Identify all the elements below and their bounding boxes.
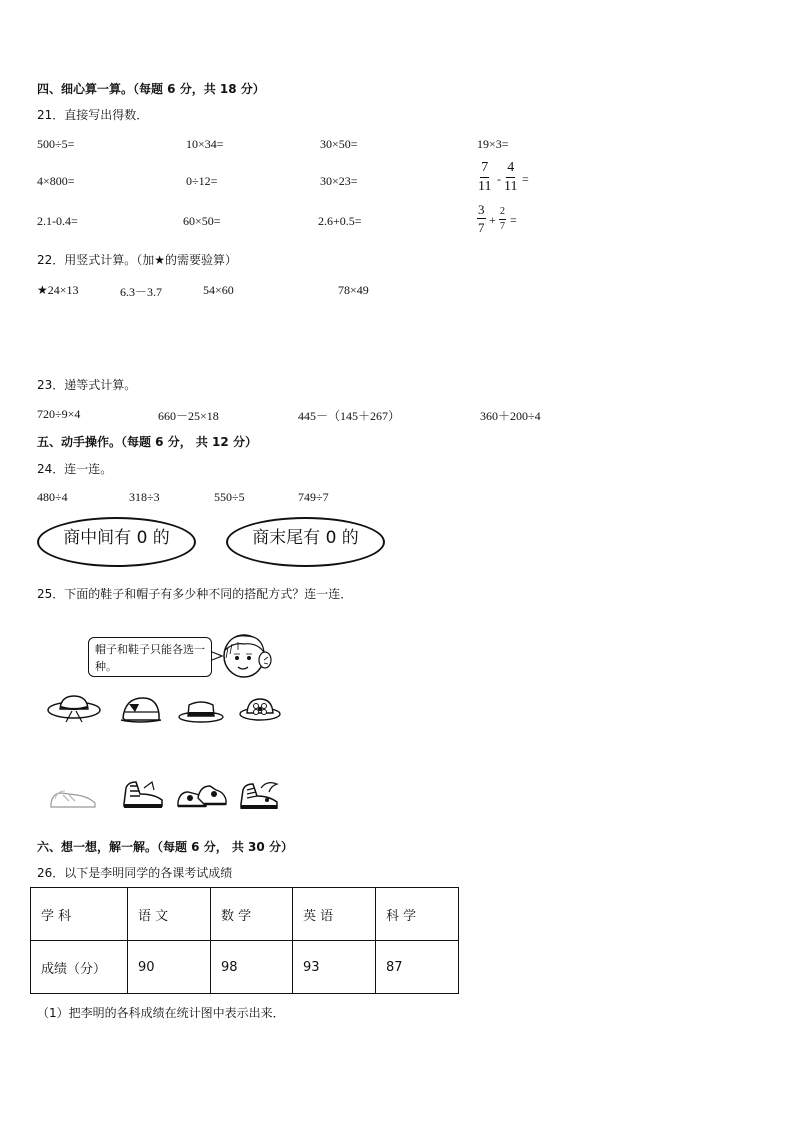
table-row	[31, 941, 459, 994]
oval-quotient-middle-zero[interactable]	[37, 517, 196, 567]
fraction-numerator: 7	[480, 161, 489, 178]
equals-sign: =	[522, 172, 529, 186]
q24-division[interactable]: 550÷5	[214, 490, 245, 504]
speech-text: 帽子和鞋子只能各选一种。	[95, 643, 205, 673]
table-cell: 成绩（分）	[31, 941, 128, 994]
fraction-2-7	[499, 207, 506, 232]
q23-prompt: 23．递等式计算。	[37, 378, 137, 392]
section-6-title: 六、想一想，解一解。（每题 6 分， 共 30 分）	[37, 840, 293, 854]
flower-hat-icon[interactable]	[238, 693, 282, 725]
q23-item: 360＋200÷4	[480, 409, 541, 423]
q23-item: 720÷9×4	[37, 407, 81, 421]
q26-prompt: 26．以下是李明同学的各课考试成绩	[37, 866, 233, 880]
equals-sign: =	[510, 213, 517, 227]
q24-prompt: 24．连一连。	[37, 462, 113, 476]
light-sneaker-icon[interactable]	[47, 785, 101, 811]
sneaker-pair-icon[interactable]	[176, 780, 228, 812]
q25-prompt: 25．下面的鞋子和帽子有多少种不同的搭配方式？连一连．	[37, 587, 353, 601]
q24-division[interactable]: 318÷3	[129, 490, 160, 504]
oval-quotient-end-zero[interactable]	[226, 517, 385, 567]
fedora-icon[interactable]	[177, 697, 225, 725]
fraction-denominator: 11	[504, 179, 518, 194]
q22-item: ★24×13	[37, 283, 79, 297]
table-row	[31, 888, 459, 941]
table-header-cell: 英 语	[293, 888, 376, 941]
q22-item: 54×60	[203, 283, 234, 297]
q22-prompt: 22．用竖式计算。（加★的需要验算）	[37, 253, 238, 267]
table-cell: 98	[211, 941, 293, 994]
fraction-operator: -	[497, 172, 501, 186]
q21-prompt: 21．直接写出得数．	[37, 108, 149, 122]
scores-table	[30, 887, 459, 994]
q21-expr: 2.1-0.4=	[37, 214, 78, 228]
q22-item: 78×49	[338, 283, 369, 297]
fraction-3-7	[477, 203, 486, 234]
q21-expr: 4×800=	[37, 174, 75, 188]
fraction-denominator: 7	[500, 221, 505, 232]
q26-sub1: （1）把李明的各科成绩在统计图中表示出来．	[37, 1006, 285, 1020]
fraction-operator: +	[489, 213, 496, 227]
table-header-cell: 数 学	[211, 888, 293, 941]
speech-bubble	[88, 637, 212, 677]
section-5-title: 五、动手操作。（每题 6 分， 共 12 分）	[37, 435, 257, 449]
q23-item: 445－（145＋267）	[298, 409, 401, 423]
q21-expr: 0÷12=	[186, 174, 218, 188]
oval-label: 商末尾有 0 的	[252, 528, 359, 548]
oval-label: 商中间有 0 的	[63, 528, 170, 548]
q21-expr: 19×3=	[477, 137, 509, 151]
q21-expr: 2.6+0.5=	[318, 214, 362, 228]
boot-icon[interactable]	[118, 778, 168, 812]
baseball-cap-icon[interactable]	[119, 694, 163, 726]
fraction-numerator: 2	[499, 207, 506, 220]
table-cell: 90	[128, 941, 211, 994]
fraction-numerator: 3	[478, 202, 485, 217]
q21-expr: 30×23=	[320, 174, 358, 188]
fraction-denominator: 7	[478, 220, 485, 235]
table-header-cell: 学 科	[31, 888, 128, 941]
q24-division[interactable]: 480÷4	[37, 490, 68, 504]
table-cell: 93	[293, 941, 376, 994]
section-4-title: 四、细心算一算。（每题 6 分，共 18 分）	[37, 82, 265, 96]
table-header-cell: 科 学	[376, 888, 459, 941]
fraction-4-11	[504, 161, 517, 194]
girl-icon	[208, 630, 274, 682]
q21-expr: 60×50=	[183, 214, 221, 228]
hiking-boot-icon[interactable]	[237, 778, 283, 812]
q24-division[interactable]: 749÷7	[298, 490, 329, 504]
q21-expr: 10×34=	[186, 137, 224, 151]
q23-item: 660－25×18	[158, 409, 219, 423]
q22-item: 6.3－3.7	[120, 285, 163, 299]
sun-hat-icon[interactable]	[46, 692, 102, 726]
q21-expr: 500÷5=	[37, 137, 75, 151]
table-cell: 87	[376, 941, 459, 994]
fraction-denominator: 11	[478, 179, 492, 194]
q21-expr: 30×50=	[320, 137, 358, 151]
table-header-cell: 语 文	[128, 888, 211, 941]
fraction-7-11	[478, 161, 491, 194]
fraction-numerator: 4	[506, 161, 515, 178]
